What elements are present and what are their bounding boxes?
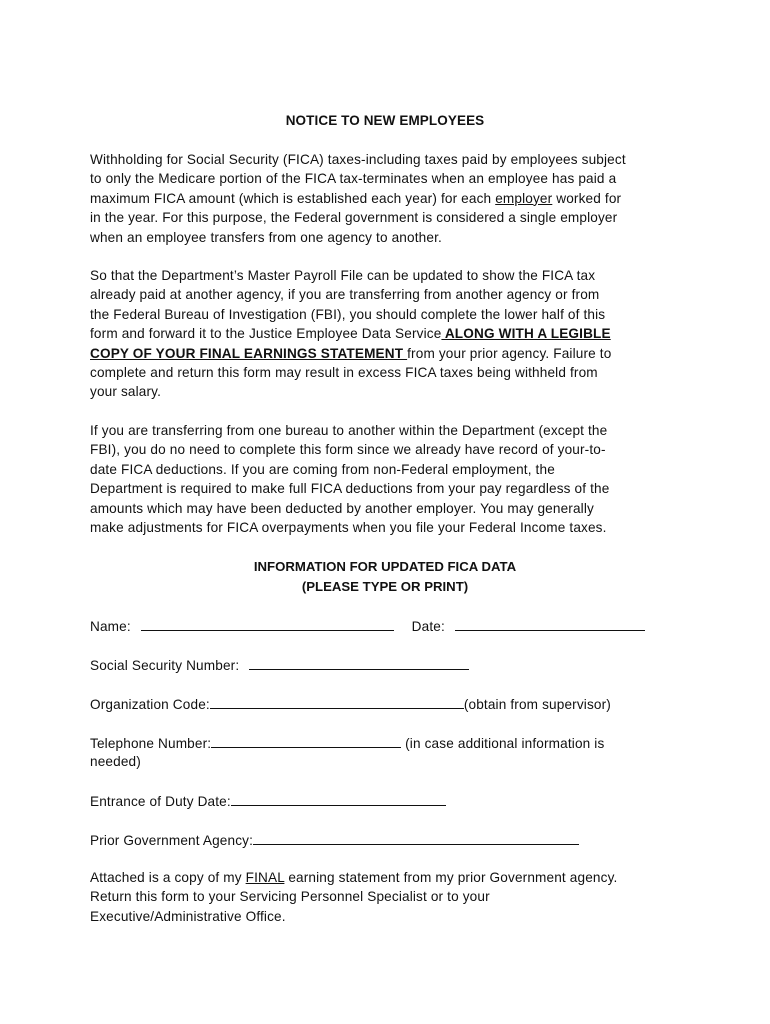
paragraph-withholding [90, 150, 690, 247]
closing-paragraph [90, 868, 690, 926]
org-code-label: Organization Code: [90, 697, 210, 712]
org-code-field[interactable] [210, 694, 464, 709]
name-field[interactable] [141, 616, 394, 631]
text-line: So that the Department’s Master Payroll File can be updated to show the FICA tax [90, 268, 596, 283]
text-line: date FICA deductions. If you are coming from non-Federal employment, the [90, 461, 555, 477]
legible-copy-emphasis: ALONG WITH A LEGIBLE [441, 326, 611, 342]
text-line: make adjustments for FICA overpayments when you file your Federal Income taxes. [90, 520, 607, 536]
telephone-note: (in case additional information is [401, 736, 605, 751]
text-line: Executive/Administrative Office. [90, 908, 286, 924]
ssn-label: Social Security Number: [90, 658, 240, 673]
telephone-field[interactable] [211, 733, 401, 748]
prior-agency-label: Prior Government Agency: [90, 833, 254, 848]
telephone-note-continued: needed) [90, 754, 141, 769]
text-line: If you are transferring from one bureau to another within the Department (except the [90, 423, 608, 438]
paragraph-bureau [90, 421, 690, 537]
duty-date-row [90, 791, 446, 811]
final-emphasis: FINAL [245, 870, 285, 885]
text-line: FBI), you do no need to complete this form since we already have record of your-to- [90, 442, 606, 458]
text-line: complete and return this form may result in excess FICA taxes being withheld from [90, 365, 598, 381]
info-subheading: (PLEASE TYPE OR PRINT) [301, 579, 469, 594]
text-line [90, 868, 690, 887]
text-line [90, 344, 690, 363]
org-code-note: (obtain from supervisor) [463, 697, 611, 712]
text-line [90, 189, 690, 208]
prior-agency-field[interactable] [253, 830, 579, 845]
text-line: when an employee transfers from one agency to another. [90, 229, 442, 245]
text-line: to only the Medicare portion of the FICA tax-terminates when an employee has paid a [90, 171, 617, 187]
text-segment: from your prior agency. Failure to [407, 345, 612, 361]
name-date-row [90, 616, 645, 636]
text-segment: Attached is a copy of my [90, 870, 246, 885]
paragraph-transfer [90, 266, 690, 402]
prior-agency-row [90, 830, 579, 850]
name-label: Name: [90, 619, 131, 634]
info-heading: INFORMATION FOR UPDATED FICA DATA [253, 559, 517, 574]
duty-date-field[interactable] [231, 791, 446, 806]
text-segment: maximum FICA amount (which is established each year) for each [90, 190, 496, 206]
text-segment: form and forward it to the Justice Employee Data Service [90, 326, 442, 342]
date-label: Date: [411, 619, 445, 634]
final-statement-emphasis: COPY OF YOUR FINAL EARNINGS STATEMENT [90, 345, 408, 361]
telephone-row [90, 733, 604, 753]
text-line: Withholding for Social Security (FICA) taxes-including taxes paid by employees subject [90, 152, 626, 167]
page-title: NOTICE TO NEW EMPLOYEES [285, 113, 485, 128]
text-line: your salary. [90, 384, 162, 400]
employer-emphasis: employer [495, 190, 553, 206]
text-line: Department is required to make full FICA deductions from your pay regardless of the [90, 481, 610, 497]
text-line: Return this form to your Servicing Personnel Specialist or to your [90, 889, 490, 905]
ssn-field[interactable] [249, 655, 469, 670]
date-field[interactable] [455, 616, 645, 631]
text-line: amounts which may have been deducted by another employer. You may generally [90, 500, 594, 516]
text-line [90, 324, 690, 343]
text-segment: worked for [552, 190, 622, 206]
text-line: in the year. For this purpose, the Federal government is considered a single employer [90, 210, 618, 226]
duty-date-label: Entrance of Duty Date: [90, 794, 231, 809]
telephone-label: Telephone Number: [90, 736, 212, 751]
org-code-row [90, 694, 611, 714]
text-line: already paid at another agency, if you are transferring from another agency or from [90, 287, 600, 303]
ssn-row [90, 655, 469, 675]
text-line: the Federal Bureau of Investigation (FBI), you should complete the lower half of this [90, 306, 606, 322]
text-segment: earning statement from my prior Government agency. [284, 870, 618, 885]
